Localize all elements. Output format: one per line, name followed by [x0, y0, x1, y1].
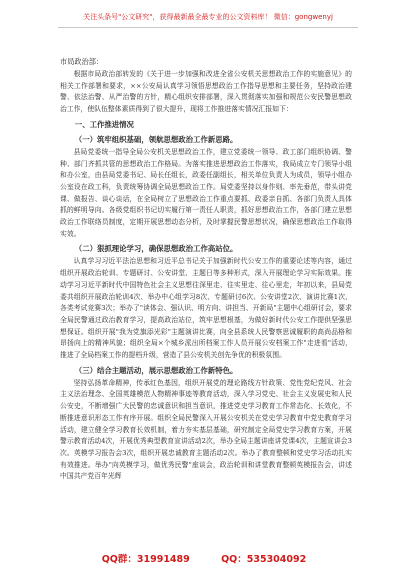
section-heading-progress: 一、工作推进情况: [74, 119, 134, 129]
subsection-heading-activities: （三）结合主题活动，展示思想政治工作新特色。: [74, 365, 238, 375]
subsection-paragraph-organization: 县局党委统一指导全局公安机关思想政治工作，建立党委统一领导、政工部门组织协调、警种、部门齐抓共管的思想政治工作格局。为落实推进思想政治工作落实，我局成立专门领导小组和办公室，由县局党委书记、局长任组长，政委任副组长，相关单位负责人为成员，领导小组办公室设在政工科，负责统筹协调全局思想政治工作。局党委坚持以身作则、率先垂范，带头讲党课、做报告、谈心谈话，在全局树立了思想政治工作重点要抓、政委亲自抓、各部门负责人具体抓的鲜明导向。各级党组织书记切实履行第一责任人职责，抓好思想政治工作，各部门建立思想政治工作联络员制度，定期开展思想动态分析，及时掌握民警思想状况，确保思想政治工作取得实效。: [60, 147, 352, 238]
subsection-paragraph-activities: 坚持弘扬革命精神，传承红色基因，组织开展党的理论路线方针政策、党性党纪党风、社会主义法治理念、全国英雄模范人物精神事迹等教育活动，深入学习党史、社会主义发展史和人民公安史，不断增强广大民警的忠诚意识和担当意识，推进党史学习教育工作常态化、长效化，不断推进意识形态工作有序开展。组织全局民警深入开展公安机关在党史学习教育中党史教育学习活动，建立健全学习教育长效机制，着力夯实基层基础，研究制定全局党史学习教育方案，开展警示教育活动4次，开展优秀典型教育宣讲活动2次，举办全局主题讲座讲党课4次，主题宣讲会3次。英模学习报告会3次，组织开展忠诚教育主题活动2次。举办了教育整顿和党史学习活动扎实有效推进。举办"向英模学习，做优秀民警"座谈会，政治轮训和讲堂教育整顿英模报告会，讲述中国共产党百年光辉: [60, 378, 352, 481]
qq-group-number[interactable]: QQ群：31991489: [101, 554, 190, 565]
salutation: 市局政治部：: [60, 57, 104, 66]
qq-number[interactable]: QQ：535304092: [221, 554, 307, 565]
subsection-heading-theory: （二）狠抓理论学习，确保思想政治工作高站位。: [74, 244, 238, 254]
promo-banner[interactable]: 关注头条号"公文研究"，获得最新最全最专业的公文资料库！ 微信：gongwenyj: [58, 10, 358, 28]
subsection-heading-organization: （一）筑牢组织基础，领航思想政治工作新思路。: [74, 134, 238, 144]
footer-contact: [0, 551, 408, 565]
subsection-paragraph-theory: 认真学习习近平法治思想和习近平总书记关于加强新时代公安工作的重要论述等内容，通过组织开展政治轮训、专题研讨、公安讲堂、主题日等多种形式，深入开展理论学习实际效果。推动学习习近平新时代中国特色社会主义思想往深里走、往实里走、往心里走，年初以来，县局党委共组织开展政治轮训4次、举办中心组学习8次、专题研讨6次、公安讲堂2次、演讲比赛1次、各类考试竞赛3次；举办了"读体会、强认识、明方向、讲担当、开新局"主题中心组研讨会，要求全局民警通过政治教育学习，提高政治站位，筑牢思想根基，为做好新时代公安工作提供坚强思想保证。组织开展"我为党旗添光彩"主题演讲比赛，向全县系统人民警察思诚履职的高尚品格和昂扬向上的精神风貌；组织全局×个城乡派出所档案工作人员开展公安档案工作"走进看"活动，推进了全局档案工作的提档升级，营造了县公安机关创先争优的积极氛围。: [60, 257, 352, 360]
intro-paragraph: 根据市局政治部转发的《关于进一步加强和改进全省公安机关思想政治工作的实施意见》的相关工作部署和要求，××公安局认真学习领悟思想政治工作指导思想和主要任务，坚持政治建警、依法治警、从严治警的方针，精心组织安排部署，深入贯彻落实加强和规范公安民警思想政治工作，使队伍整体素质得到了很大提升，现将工作推进落实情况汇报如下：: [60, 70, 352, 114]
document-body: [60, 56, 352, 484]
